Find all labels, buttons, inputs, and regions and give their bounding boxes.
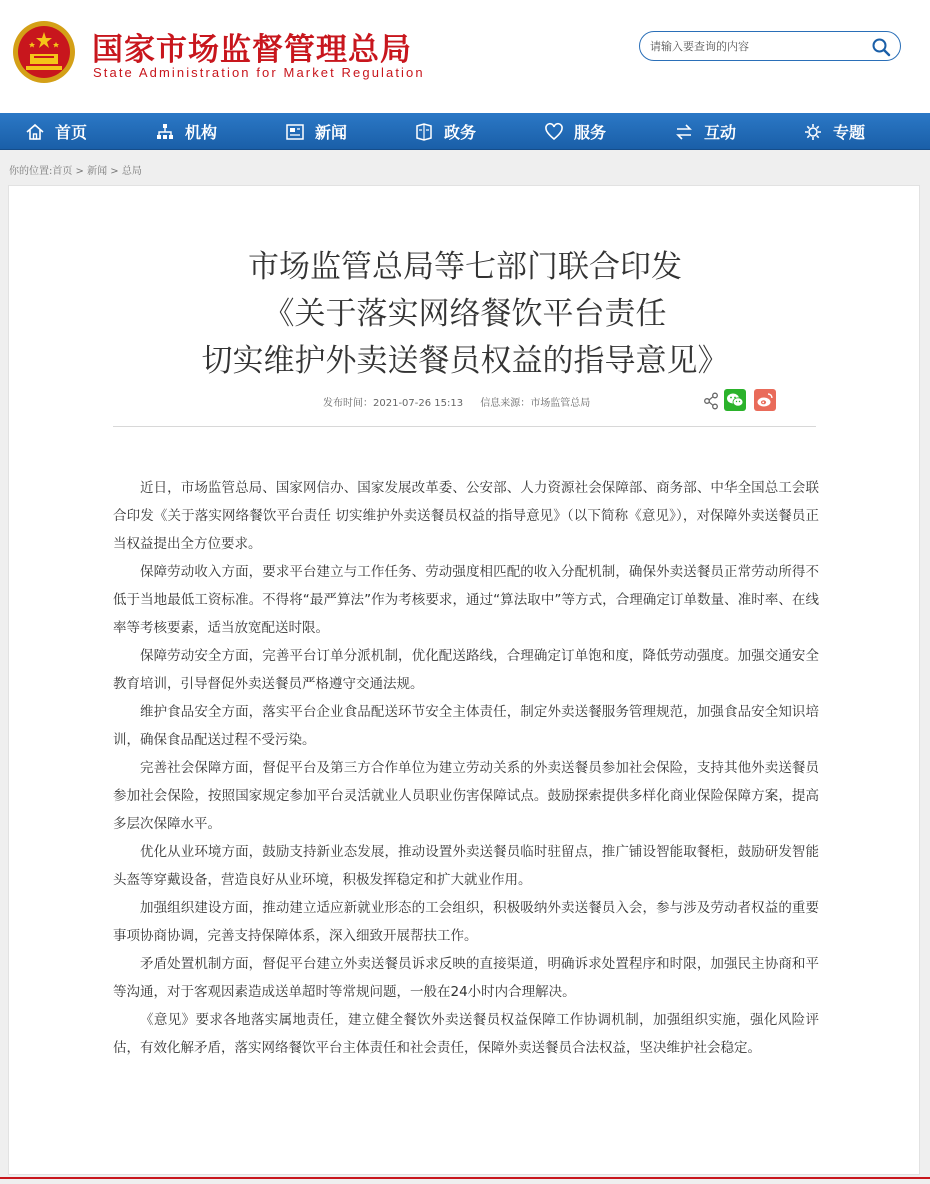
breadcrumb-link-news[interactable]: 新闻 (87, 166, 108, 177)
search-icon[interactable] (871, 37, 891, 57)
nav-label: 机构 (185, 123, 218, 142)
article-title-line: 市场监管总局等七部门联合印发 (248, 249, 682, 285)
article-paragraph: 维护食品安全方面，落实平台企业食品配送环节安全主体责任，制定外卖送餐服务管理规范，加强食品安全知识培训，确保食品配送过程不受污染。 (113, 704, 819, 748)
nav-item-topic[interactable] (803, 113, 865, 150)
search-input[interactable] (650, 37, 860, 55)
footer-border (0, 1177, 930, 1184)
article-paragraph: 完善社会保障方面，督促平台及第三方合作单位为建立劳动关系的外卖送餐员参加社会保险，支持其他外卖送餐员参加社会保险，按照国家规定参加平台灵活就业人员职业伤害保障试点。鼓励探索提供多样化商业保险保障方案，提高多层次保障水平。 (113, 760, 819, 832)
article-title-line: 《关于落实网络餐饮平台责任 (263, 296, 667, 332)
share-icon[interactable] (703, 392, 719, 410)
main-nav (0, 113, 930, 150)
nav-label: 专题 (833, 123, 866, 142)
breadcrumb-prefix: 你的位置: (9, 166, 53, 177)
publish-time (323, 398, 463, 409)
site-subtitle: State Administration for Market Regulation (93, 65, 425, 80)
breadcrumb-separator: > (107, 166, 122, 177)
breadcrumb-separator: > (72, 166, 88, 177)
wechat-icon (724, 389, 746, 411)
heart-icon (544, 122, 564, 142)
news-icon (285, 122, 305, 142)
site-header (0, 0, 930, 113)
site-title: 国家市场监督管理总局 (92, 32, 412, 68)
breadcrumb-link-home[interactable]: 首页 (52, 166, 73, 177)
article-container (8, 185, 920, 1175)
article-meta (323, 394, 604, 409)
article-paragraph: 保障劳动安全方面，完善平台订单分派机制，优化配送路线，合理确定订单饱和度，降低劳动强度。加强交通安全教育培训，引导督促外卖送餐员严格遵守交通法规。 (113, 648, 819, 692)
nav-item-service[interactable] (544, 113, 606, 150)
article-title-line: 切实维护外卖送餐员权益的指导意见》 (201, 343, 729, 379)
breadcrumb-link-hq[interactable]: 总局 (121, 166, 142, 177)
nav-label: 新闻 (315, 123, 348, 142)
wechat-share-button[interactable] (724, 389, 746, 411)
weibo-icon (754, 389, 776, 411)
info-source (480, 398, 590, 409)
nav-label: 首页 (55, 123, 88, 142)
home-icon (25, 122, 45, 142)
article-body (113, 474, 819, 1062)
nav-item-interact[interactable] (674, 113, 736, 150)
exchange-icon (674, 122, 694, 142)
nav-label: 服务 (574, 123, 607, 142)
org-icon (155, 122, 175, 142)
gov-icon (414, 122, 434, 142)
article-paragraph: 加强组织建设方面，推动建立适应新就业形态的工会组织，积极吸纳外卖送餐员入会，参与涉及劳动者权益的重要事项协商协调，完善支持保障体系，深入细致开展帮扶工作。 (113, 900, 819, 944)
nav-item-home[interactable] (25, 113, 87, 150)
nav-item-gov[interactable] (414, 113, 476, 150)
article-title (9, 244, 921, 385)
nav-item-news[interactable] (285, 113, 347, 150)
national-emblem-icon[interactable] (12, 20, 76, 84)
source-label: 信息来源： (480, 398, 531, 409)
nav-label: 互动 (704, 123, 737, 142)
title-divider (113, 426, 816, 427)
publish-time-value: 2021-07-26 15:13 (373, 398, 464, 409)
article-paragraph: 矛盾处置机制方面，督促平台建立外卖送餐员诉求反映的直接渠道，明确诉求处置程序和时限，加强民主协商和平等沟通，对于客观因素造成送单超时等常规问题，一般在24小时内合理解决。 (113, 956, 819, 1000)
nav-item-org[interactable] (155, 113, 217, 150)
topic-icon (803, 122, 823, 142)
nav-label: 政务 (444, 123, 477, 142)
article-paragraph: 近日，市场监管总局、国家网信办、国家发展改革委、公安部、人力资源社会保障部、商务部、中华全国总工会联合印发《关于落实网络餐饮平台责任 切实维护外卖送餐员权益的指导意见》（以下简称《意见》），对保障外卖送餐员正当权益提出全方位要求。 (113, 480, 819, 552)
article-paragraph: 《意见》要求各地落实属地责任，建立健全餐饮外卖送餐员权益保障工作协调机制，加强组织实施，强化风险评估，有效化解矛盾，落实网络餐饮平台主体责任和社会责任，保障外卖送餐员合法权益，坚决维护社会稳定。 (113, 1012, 819, 1056)
search-box (639, 31, 901, 61)
article-paragraph: 优化从业环境方面，鼓励支持新业态发展，推动设置外卖送餐员临时驻留点，推广铺设智能取餐柜，鼓励研发智能头盔等穿戴设备，营造良好从业环境，积极发挥稳定和扩大就业作用。 (113, 844, 819, 888)
article-paragraph: 保障劳动收入方面，要求平台建立与工作任务、劳动强度相匹配的收入分配机制，确保外卖送餐员正常劳动所得不低于当地最低工资标准。不得将“最严算法”作为考核要求，通过“算法取中”等方式，合理确定订单数量、准时率、在线率等考核要素，适当放宽配送时限。 (113, 564, 819, 636)
weibo-share-button[interactable] (754, 389, 776, 411)
source-value: 市场监管总局 (530, 398, 591, 409)
publish-label: 发布时间： (323, 398, 373, 409)
breadcrumb (9, 162, 142, 177)
